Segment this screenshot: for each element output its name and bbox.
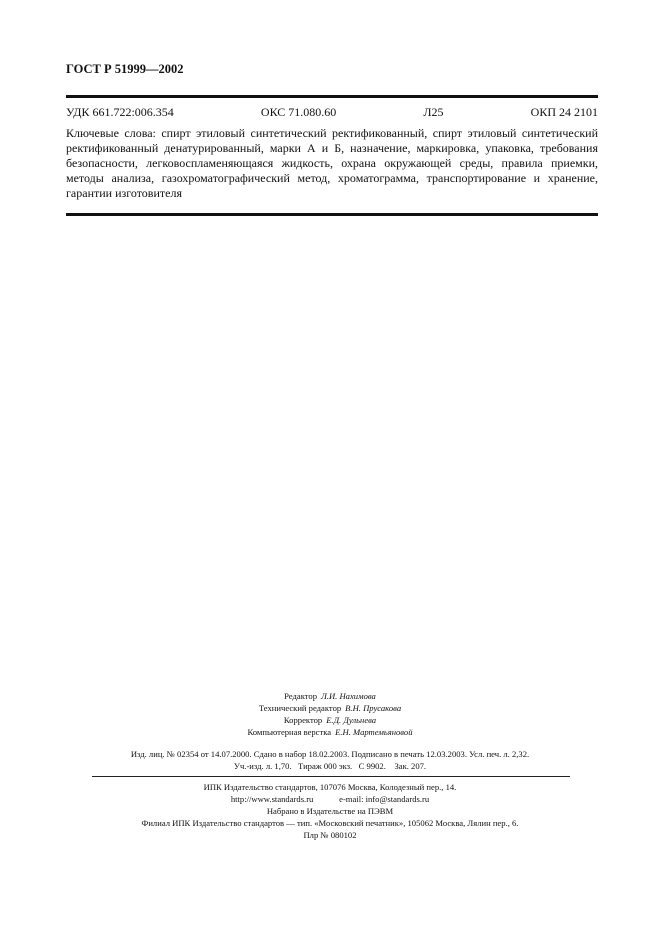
imprint-line: Изд. лиц. № 02354 от 14.07.2000. Сдано в набор 18.02.2003. Подписано в печать 12.03.2003. Усл. печ. л. 2,32. <box>130 749 530 759</box>
top-divider <box>66 95 598 98</box>
imprint <box>40 748 620 772</box>
keywords-divider <box>66 213 598 216</box>
publisher-line: http://www.standards.ru e-mail: info@standards.ru <box>230 794 430 804</box>
credit-tech-editor: Технический редактор В.Н. Прусакова <box>258 703 402 713</box>
keywords: Ключевые слова: спирт этиловый синтетический ректификованный, спирт этиловый синтетический ректификованный денатурированный, марки А и Б, назначение, маркировка, упаковка, требования безопасности, легковоспламеняющаяся жидкость, охрана окружающей среды, правила приемки, методы анализа, газохроматографический метод, хроматограмма, транспортирование и хранение, гарантии изготовителя <box>66 126 598 200</box>
publisher-info <box>40 781 620 841</box>
publisher-line: Набрано в Издательстве на ПЭВМ <box>266 806 394 816</box>
l-code: Л25 <box>423 105 444 119</box>
publisher-line: Плр № 080102 <box>303 830 357 840</box>
classification-codes <box>66 105 598 120</box>
imprint-line: Уч.-изд. л. 1,70. Тираж 000 экз. С 9902. Зак. 207. <box>233 761 427 771</box>
document-title: ГОСТ Р 51999—2002 <box>66 62 184 76</box>
credit-editor: Редактор Л.И. Нахимова <box>284 691 376 701</box>
oks-code: ОКС 71.080.60 <box>260 105 337 119</box>
credit-layout: Компьютерная верстка Е.Н. Мартемьяновой <box>247 727 413 737</box>
publisher-line: ИПК Издательство стандартов, 107076 Москва, Колодезный пер., 14. <box>203 782 457 792</box>
okp-code: ОКП 24 2101 <box>530 105 598 119</box>
credits <box>40 690 620 738</box>
footer-divider <box>92 776 570 777</box>
udk-code: УДК 661.722:006.354 <box>66 105 174 119</box>
credit-corrector: Корректор Е.Д. Дульнева <box>283 715 377 725</box>
publisher-line: Филиал ИПК Издательство стандартов — тип. «Московский печатник», 105062 Москва, Лялин пер., 6. <box>141 818 519 828</box>
